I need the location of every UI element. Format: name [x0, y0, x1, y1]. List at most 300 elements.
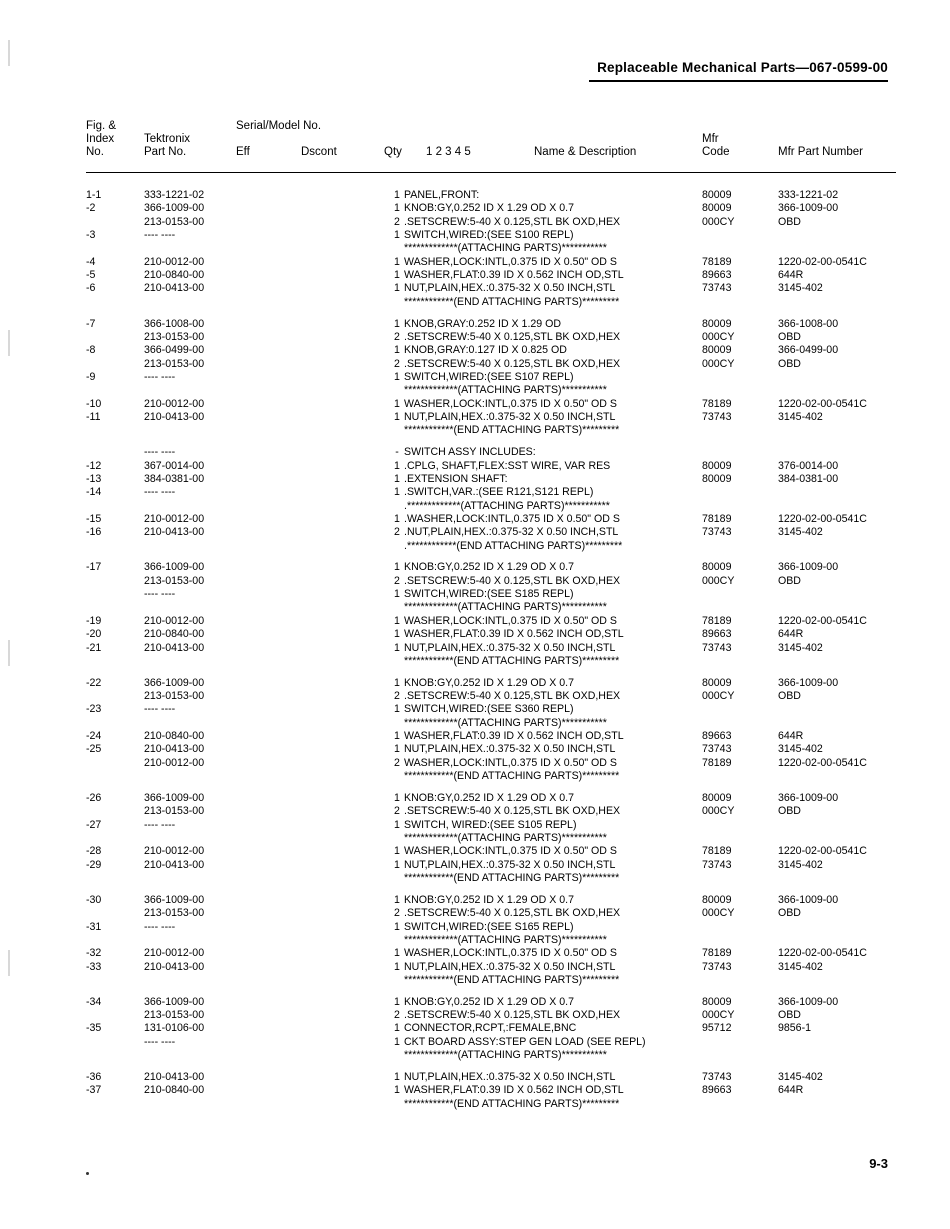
cell-mfr-part-number: 376-0014-00 — [778, 459, 839, 472]
scan-edge-mark — [8, 950, 10, 976]
cell-mfr-code: 89663 — [702, 1084, 732, 1097]
cell-mfr-part-number: OBD — [778, 574, 801, 587]
cell-name-description: ************(END ATTACHING PARTS)********* — [404, 654, 620, 667]
cell-mfr-code: 73743 — [702, 282, 732, 295]
cell-mfr-part-number: 384-0381-00 — [778, 472, 839, 485]
scan-edge-mark — [8, 640, 10, 666]
cell-qty: 1 — [394, 459, 400, 472]
cell-fig-index: -6 — [86, 282, 96, 295]
cell-fig-index: -12 — [86, 459, 102, 472]
cell-tektronix-part-no: 213-0153-00 — [144, 690, 205, 703]
table-row — [86, 806, 896, 819]
table-row — [86, 731, 896, 744]
cell-mfr-code: 80009 — [702, 344, 732, 357]
cell-mfr-code: 73743 — [702, 411, 732, 423]
column-header-serial-model: Serial/Model No. — [236, 120, 322, 132]
table-row — [86, 1099, 896, 1112]
table-row — [86, 678, 896, 691]
cell-qty: - — [395, 446, 399, 459]
cell-name-description: SWITCH, WIRED:(SEE S105 REPL) — [404, 818, 577, 831]
cell-qty: 1 — [394, 947, 400, 960]
cell-tektronix-part-no: 366-1009-00 — [144, 202, 205, 215]
table-row — [86, 230, 896, 243]
table-row — [86, 629, 896, 642]
table-row — [86, 948, 896, 961]
cell-qty: 1 — [394, 472, 400, 485]
cell-mfr-code: 73743 — [702, 641, 732, 654]
table-row — [86, 820, 896, 833]
cell-qty: 1 — [394, 641, 400, 654]
cell-qty: 2 — [394, 526, 400, 539]
cell-tektronix-part-no: 210-0413-00 — [144, 641, 205, 654]
header-separator-rule — [86, 172, 896, 173]
table-row — [86, 487, 896, 500]
table-row — [86, 1085, 896, 1098]
cell-qty: 1 — [394, 858, 400, 871]
cell-mfr-code: 78189 — [702, 947, 732, 960]
cell-name-description: .SETSCREW:5-40 X 0.125,STL BK OXD,HEX — [404, 805, 621, 818]
cell-tektronix-part-no: 210-0012-00 — [144, 397, 205, 410]
table-row — [86, 873, 896, 886]
cell-tektronix-part-no: 210-0012-00 — [144, 512, 205, 525]
cell-fig-index: -8 — [86, 344, 96, 357]
table-row — [86, 319, 896, 332]
table-row — [86, 283, 896, 296]
cell-fig-index: -29 — [86, 858, 102, 871]
cell-fig-index: -33 — [86, 960, 102, 973]
cell-fig-index: -32 — [86, 947, 102, 960]
cell-mfr-code: 73743 — [702, 743, 732, 756]
cell-mfr-part-number: 3145-402 — [778, 411, 823, 423]
cell-name-description: ************(END ATTACHING PARTS)********* — [404, 872, 620, 884]
table-row — [86, 297, 896, 310]
cell-name-description: NUT,PLAIN,HEX.:0.375-32 X 0.50 INCH,STL — [404, 960, 616, 973]
cell-name-description: SWITCH,WIRED:(SEE S165 REPL) — [404, 920, 574, 933]
cell-qty: 1 — [394, 995, 400, 1008]
cell-fig-index: -31 — [86, 920, 102, 933]
cell-mfr-code: 80009 — [702, 202, 732, 215]
cell-qty: 1 — [394, 255, 400, 268]
column-header-mfr-part-number: Mfr Part Number — [778, 146, 863, 158]
cell-name-description: .SETSCREW:5-40 X 0.125,STL BK OXD,HEX — [404, 574, 621, 587]
cell-tektronix-part-no: 366-1009-00 — [144, 995, 205, 1008]
cell-name-description: *************(ATTACHING PARTS)*********** — [404, 716, 607, 729]
scan-edge-mark — [8, 330, 10, 356]
cell-fig-index: -30 — [86, 893, 102, 906]
cell-qty: 1 — [394, 317, 400, 330]
cell-tektronix-part-no: 210-0840-00 — [144, 269, 205, 282]
table-row — [86, 501, 896, 514]
cell-name-description: .NUT,PLAIN,HEX.:0.375-32 X 0.50 INCH,STL — [404, 526, 619, 539]
cell-mfr-code: 000CY — [702, 215, 735, 228]
cell-qty: 2 — [394, 690, 400, 703]
cell-mfr-code: 000CY — [702, 330, 735, 343]
cell-qty: 2 — [394, 1009, 400, 1022]
table-row — [86, 908, 896, 921]
cell-name-description: WASHER,FLAT:0.39 ID X 0.562 INCH OD,STL — [404, 269, 624, 282]
column-header-eff: Eff — [236, 146, 250, 158]
cell-mfr-part-number: 3145-402 — [778, 1070, 823, 1083]
cell-fig-index: -26 — [86, 791, 102, 804]
cell-qty: 1 — [394, 893, 400, 906]
table-row — [86, 576, 896, 589]
table-row — [86, 514, 896, 527]
cell-mfr-code: 80009 — [702, 676, 732, 689]
table-row — [86, 1037, 896, 1050]
cell-mfr-code: 80009 — [702, 317, 732, 330]
cell-name-description: .SWITCH,VAR.:(SEE R121,S121 REPL) — [404, 486, 594, 499]
column-header-qty: Qty — [384, 146, 402, 158]
table-row — [86, 1072, 896, 1085]
cell-qty: 1 — [394, 1022, 400, 1035]
cell-name-description: CONNECTOR,RCPT,:FEMALE,BNC — [404, 1022, 577, 1035]
cell-fig-index: -17 — [86, 561, 102, 574]
cell-mfr-part-number: OBD — [778, 690, 801, 703]
table-column-headers — [86, 120, 896, 172]
cell-tektronix-part-no: 210-0840-00 — [144, 628, 205, 641]
cell-name-description: .EXTENSION SHAFT: — [404, 472, 508, 485]
table-row — [86, 589, 896, 602]
cell-mfr-code: 80009 — [702, 472, 732, 485]
cell-mfr-part-number: 3145-402 — [778, 743, 823, 756]
cell-tektronix-part-no: 367-0014-00 — [144, 459, 205, 472]
cell-name-description: NUT,PLAIN,HEX.:0.375-32 X 0.50 INCH,STL — [404, 411, 616, 423]
cell-tektronix-part-no: 213-0153-00 — [144, 215, 205, 228]
cell-name-description: NUT,PLAIN,HEX.:0.375-32 X 0.50 INCH,STL — [404, 1070, 616, 1083]
cell-mfr-code: 73743 — [702, 1070, 732, 1083]
cell-name-description: .SETSCREW:5-40 X 0.125,STL BK OXD,HEX — [404, 357, 621, 370]
table-row — [86, 372, 896, 385]
cell-name-description: *************(ATTACHING PARTS)*********** — [404, 1049, 607, 1062]
cell-fig-index: -37 — [86, 1084, 102, 1097]
table-row — [86, 922, 896, 935]
cell-mfr-code: 80009 — [702, 189, 732, 201]
table-row — [86, 461, 896, 474]
cell-tektronix-part-no: 366-1008-00 — [144, 317, 205, 330]
cell-name-description: KNOB:GY,0.252 ID X 1.29 OD X 0.7 — [404, 995, 574, 1008]
cell-tektronix-part-no: 210-0012-00 — [144, 255, 205, 268]
cell-fig-index: -28 — [86, 845, 102, 858]
column-header-name-description: Name & Description — [534, 146, 637, 158]
cell-name-description: WASHER,LOCK:INTL,0.375 ID X 0.50" OD S — [404, 756, 617, 769]
cell-fig-index: -23 — [86, 703, 102, 716]
cell-name-description: KNOB:GY,0.252 ID X 1.29 OD X 0.7 — [404, 202, 574, 215]
cell-fig-index: -19 — [86, 614, 102, 627]
cell-name-description: NUT,PLAIN,HEX.:0.375-32 X 0.50 INCH,STL — [404, 282, 616, 295]
scan-artifact-dot — [86, 1172, 89, 1175]
cell-mfr-code: 89663 — [702, 269, 732, 282]
cell-qty: 2 — [394, 357, 400, 370]
cell-name-description: SWITCH,WIRED:(SEE S107 REPL) — [404, 370, 574, 383]
cell-fig-index: -21 — [86, 641, 102, 654]
cell-fig-index: -34 — [86, 995, 102, 1008]
cell-qty: 1 — [394, 628, 400, 641]
table-row — [86, 345, 896, 358]
cell-mfr-code: 89663 — [702, 730, 732, 743]
cell-fig-index: -10 — [86, 397, 102, 410]
cell-tektronix-part-no: 213-0153-00 — [144, 357, 205, 370]
table-row — [86, 643, 896, 656]
table-row — [86, 793, 896, 806]
cell-fig-index: 1-1 — [86, 189, 102, 201]
cell-tektronix-part-no: 210-0840-00 — [144, 1084, 205, 1097]
cell-mfr-part-number: 1220-02-00-0541C — [778, 845, 867, 858]
cell-name-description: .SETSCREW:5-40 X 0.125,STL BK OXD,HEX — [404, 1009, 621, 1022]
cell-tektronix-part-no: 210-0413-00 — [144, 282, 205, 295]
cell-fig-index: -13 — [86, 472, 102, 485]
cell-qty: 2 — [394, 907, 400, 920]
cell-name-description: NUT,PLAIN,HEX.:0.375-32 X 0.50 INCH,STL — [404, 743, 616, 756]
cell-name-description: .************(END ATTACHING PARTS)********* — [404, 539, 623, 552]
cell-name-description: .SETSCREW:5-40 X 0.125,STL BK OXD,HEX — [404, 690, 621, 703]
cell-name-description: SWITCH,WIRED:(SEE S360 REPL) — [404, 703, 574, 716]
cell-mfr-part-number: 1220-02-00-0541C — [778, 255, 867, 268]
cell-mfr-part-number: 3145-402 — [778, 282, 823, 295]
cell-qty: 1 — [394, 588, 400, 601]
cell-fig-index: -5 — [86, 269, 96, 282]
cell-tektronix-part-no: 366-1009-00 — [144, 791, 205, 804]
cell-mfr-part-number: 644R — [778, 628, 804, 641]
cell-tektronix-part-no: 210-0012-00 — [144, 947, 205, 960]
cell-name-description: NUT,PLAIN,HEX.:0.375-32 X 0.50 INCH,STL — [404, 858, 616, 871]
cell-mfr-code: 000CY — [702, 690, 735, 703]
cell-tektronix-part-no: 333-1221-02 — [144, 189, 205, 201]
cell-mfr-part-number: 366-1009-00 — [778, 561, 839, 574]
cell-qty: 1 — [394, 676, 400, 689]
cell-mfr-code: 95712 — [702, 1022, 732, 1035]
cell-mfr-part-number: 3145-402 — [778, 960, 823, 973]
table-row — [86, 846, 896, 859]
cell-fig-index: -35 — [86, 1022, 102, 1035]
cell-mfr-part-number: 1220-02-00-0541C — [778, 947, 867, 960]
cell-mfr-code: 73743 — [702, 526, 732, 539]
cell-fig-index: -11 — [86, 411, 101, 423]
cell-qty: 1 — [394, 512, 400, 525]
table-row — [86, 217, 896, 230]
table-row — [86, 602, 896, 615]
cell-tektronix-part-no: 210-0413-00 — [144, 858, 205, 871]
table-row — [86, 962, 896, 975]
table-row — [86, 1050, 896, 1063]
cell-fig-index: -20 — [86, 628, 102, 641]
cell-name-description: SWITCH ASSY INCLUDES: — [404, 446, 536, 459]
running-head: Replaceable Mechanical Parts—067-0599-00 — [597, 60, 888, 75]
table-row — [86, 1010, 896, 1023]
table-row — [86, 656, 896, 669]
cell-name-description: SWITCH,WIRED:(SEE S185 REPL) — [404, 588, 574, 601]
cell-tektronix-part-no: 366-1009-00 — [144, 676, 205, 689]
cell-mfr-code: 80009 — [702, 561, 732, 574]
cell-name-description: KNOB,GRAY:0.252 ID X 1.29 OD — [404, 317, 562, 330]
table-row — [86, 527, 896, 540]
cell-mfr-code: 78189 — [702, 512, 732, 525]
column-header-mfr-2: Code — [702, 146, 730, 158]
cell-mfr-part-number: 333-1221-02 — [778, 189, 839, 201]
cell-mfr-code: 78189 — [702, 255, 732, 268]
cell-tektronix-part-no: 131-0106-00 — [144, 1022, 205, 1035]
cell-name-description: *************(ATTACHING PARTS)*********** — [404, 384, 607, 397]
cell-name-description: ************(END ATTACHING PARTS)********* — [404, 770, 620, 783]
cell-tektronix-part-no: ---- ---- — [144, 370, 176, 383]
cell-name-description: WASHER,LOCK:INTL,0.375 ID X 0.50" OD S — [404, 255, 617, 268]
table-row — [86, 190, 896, 203]
table-row — [86, 474, 896, 487]
cell-mfr-part-number: 1220-02-00-0541C — [778, 512, 867, 525]
cell-mfr-code: 80009 — [702, 459, 732, 472]
cell-fig-index: -24 — [86, 730, 102, 743]
table-row — [86, 270, 896, 283]
cell-qty: 1 — [394, 282, 400, 295]
cell-tektronix-part-no: 213-0153-00 — [144, 330, 205, 343]
column-header-fig-index-3: No. — [86, 146, 104, 158]
cell-tektronix-part-no: ---- ---- — [144, 703, 176, 716]
cell-name-description: KNOB:GY,0.252 ID X 1.29 OD X 0.7 — [404, 676, 574, 689]
cell-mfr-code: 000CY — [702, 907, 735, 920]
cell-fig-index: -9 — [86, 370, 96, 383]
cell-qty: 1 — [394, 229, 400, 242]
table-row — [86, 718, 896, 731]
cell-name-description: .SETSCREW:5-40 X 0.125,STL BK OXD,HEX — [404, 330, 621, 343]
cell-mfr-part-number: 3145-402 — [778, 641, 823, 654]
page-number: 9-3 — [869, 1156, 888, 1171]
table-row — [86, 541, 896, 554]
cell-qty: 1 — [394, 561, 400, 574]
cell-name-description: SWITCH,WIRED:(SEE S100 REPL) — [404, 229, 574, 242]
cell-mfr-code: 000CY — [702, 574, 735, 587]
cell-mfr-part-number: 1220-02-00-0541C — [778, 614, 867, 627]
cell-qty: 1 — [394, 397, 400, 410]
cell-name-description: .*************(ATTACHING PARTS)*********** — [404, 499, 610, 512]
cell-mfr-part-number: OBD — [778, 215, 801, 228]
parts-row-list — [86, 190, 896, 1112]
cell-mfr-code: 000CY — [702, 1009, 735, 1022]
cell-mfr-part-number: OBD — [778, 1009, 801, 1022]
cell-qty: 1 — [394, 189, 400, 201]
table-row — [86, 833, 896, 846]
cell-qty: 1 — [394, 486, 400, 499]
cell-mfr-part-number: OBD — [778, 907, 801, 920]
table-row — [86, 257, 896, 270]
cell-fig-index: -7 — [86, 317, 96, 330]
cell-mfr-code: 80009 — [702, 995, 732, 1008]
header-rule — [589, 80, 888, 82]
cell-mfr-code: 80009 — [702, 893, 732, 906]
cell-qty: 2 — [394, 756, 400, 769]
table-row — [86, 860, 896, 873]
cell-name-description: KNOB,GRAY:0.127 ID X 0.825 OD — [404, 344, 567, 357]
cell-fig-index: -15 — [86, 512, 102, 525]
cell-tektronix-part-no: 210-0413-00 — [144, 743, 205, 756]
cell-name-description: WASHER,LOCK:INTL,0.375 ID X 0.50" OD S — [404, 947, 617, 960]
cell-tektronix-part-no: ---- ---- — [144, 486, 176, 499]
cell-mfr-code: 80009 — [702, 791, 732, 804]
cell-mfr-part-number: 366-0499-00 — [778, 344, 839, 357]
cell-mfr-code: 73743 — [702, 858, 732, 871]
cell-tektronix-part-no: ---- ---- — [144, 588, 176, 601]
cell-name-description: .SETSCREW:5-40 X 0.125,STL BK OXD,HEX — [404, 215, 621, 228]
cell-mfr-code: 000CY — [702, 805, 735, 818]
cell-name-description: WASHER,LOCK:INTL,0.375 ID X 0.50" OD S — [404, 397, 617, 410]
cell-qty: 1 — [394, 269, 400, 282]
cell-qty: 1 — [394, 1084, 400, 1097]
cell-fig-index: -36 — [86, 1070, 102, 1083]
cell-name-description: *************(ATTACHING PARTS)*********** — [404, 601, 607, 614]
cell-tektronix-part-no: 384-0381-00 — [144, 472, 205, 485]
table-row — [86, 562, 896, 575]
cell-tektronix-part-no: 213-0153-00 — [144, 907, 205, 920]
cell-tektronix-part-no: ---- ---- — [144, 818, 176, 831]
cell-qty: 1 — [394, 614, 400, 627]
table-row — [86, 243, 896, 256]
cell-fig-index: -22 — [86, 676, 102, 689]
column-header-tektronix-2: Part No. — [144, 146, 187, 158]
cell-tektronix-part-no: ---- ---- — [144, 1035, 176, 1048]
column-header-index-numbers: 1 2 3 4 5 — [426, 146, 471, 158]
cell-qty: 1 — [394, 344, 400, 357]
cell-name-description: ************(END ATTACHING PARTS)********* — [404, 1097, 620, 1110]
cell-name-description: .SETSCREW:5-40 X 0.125,STL BK OXD,HEX — [404, 907, 621, 920]
scan-edge-mark — [8, 40, 10, 66]
cell-tektronix-part-no: 366-1009-00 — [144, 893, 205, 906]
table-row — [86, 935, 896, 948]
cell-fig-index: -2 — [86, 202, 96, 215]
table-row — [86, 771, 896, 784]
cell-mfr-part-number: 366-1009-00 — [778, 791, 839, 804]
cell-qty: 1 — [394, 370, 400, 383]
cell-qty: 1 — [394, 743, 400, 756]
table-row — [86, 758, 896, 771]
cell-qty: 1 — [394, 202, 400, 215]
cell-mfr-part-number: 1220-02-00-0541C — [778, 756, 867, 769]
cell-fig-index: -25 — [86, 743, 102, 756]
table-row — [86, 412, 896, 425]
cell-qty: 1 — [394, 791, 400, 804]
cell-name-description: WASHER,LOCK:INTL,0.375 ID X 0.50" OD S — [404, 845, 617, 858]
cell-mfr-code: 78189 — [702, 614, 732, 627]
cell-tektronix-part-no: 213-0153-00 — [144, 574, 205, 587]
cell-mfr-code: 73743 — [702, 960, 732, 973]
cell-qty: 1 — [394, 730, 400, 743]
cell-name-description: KNOB:GY,0.252 ID X 1.29 OD X 0.7 — [404, 791, 574, 804]
cell-name-description: WASHER,FLAT:0.39 ID X 0.562 INCH OD,STL — [404, 730, 624, 743]
column-header-mfr-1: Mfr — [702, 133, 719, 145]
table-row — [86, 203, 896, 216]
cell-tektronix-part-no: 210-0840-00 — [144, 730, 205, 743]
cell-mfr-part-number: 3145-402 — [778, 526, 823, 539]
cell-name-description: ************(END ATTACHING PARTS)********* — [404, 295, 620, 308]
cell-tektronix-part-no: 210-0413-00 — [144, 526, 205, 539]
table-row — [86, 895, 896, 908]
cell-mfr-code: 89663 — [702, 628, 732, 641]
table-row — [86, 744, 896, 757]
cell-mfr-code: 000CY — [702, 357, 735, 370]
cell-fig-index: -16 — [86, 526, 102, 539]
cell-name-description: ************(END ATTACHING PARTS)********* — [404, 973, 620, 986]
table-row — [86, 975, 896, 988]
cell-name-description: *************(ATTACHING PARTS)*********** — [404, 242, 607, 255]
cell-qty: 1 — [394, 818, 400, 831]
table-row — [86, 691, 896, 704]
cell-qty: 1 — [394, 1070, 400, 1083]
cell-tektronix-part-no: 210-0413-00 — [144, 960, 205, 973]
cell-fig-index: -27 — [86, 818, 102, 831]
column-header-fig-index-1: Fig. & — [86, 120, 117, 132]
cell-tektronix-part-no: 213-0153-00 — [144, 1009, 205, 1022]
cell-name-description: KNOB:GY,0.252 ID X 1.29 OD X 0.7 — [404, 893, 574, 906]
cell-tektronix-part-no: ---- ---- — [144, 920, 176, 933]
parts-table — [86, 120, 896, 1112]
cell-tektronix-part-no: 210-0012-00 — [144, 845, 205, 858]
